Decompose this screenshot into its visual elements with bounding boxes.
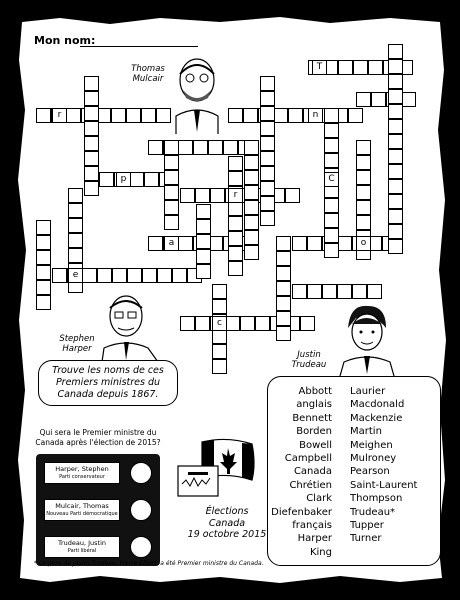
crossword-cell[interactable] [244, 185, 259, 200]
crossword-cell[interactable] [338, 60, 353, 75]
crossword-cell[interactable] [276, 236, 291, 251]
word-list-item: Pearson [350, 466, 390, 478]
crossword-cell-letter[interactable]: o [356, 236, 371, 251]
word-list-item: anglais [296, 399, 332, 411]
crossword-cell[interactable] [228, 201, 243, 216]
crossword-cell[interactable] [36, 250, 51, 265]
harper-first-name: Stephen [59, 334, 95, 344]
crossword-cell[interactable] [178, 236, 193, 251]
crossword-cell[interactable] [244, 200, 259, 215]
crossword-cell[interactable] [127, 268, 142, 283]
candidate-party: Nouveau Parti démocratique [46, 511, 118, 517]
crossword-cell[interactable] [260, 91, 275, 106]
word-list-item: Mackenzie [350, 412, 403, 424]
crossword-cell[interactable] [324, 123, 339, 138]
crossword-cell[interactable] [324, 153, 339, 168]
ballot-candidate-mulcair [44, 499, 120, 521]
crossword-cell[interactable] [322, 284, 337, 299]
crossword-cell[interactable] [36, 108, 51, 123]
crossword-cell[interactable] [300, 316, 315, 331]
crossword-cell-letter[interactable]: r [52, 108, 67, 123]
candidate-name: Mulcair, Thomas [55, 502, 109, 510]
crossword-cell[interactable] [353, 60, 368, 75]
crossword-cell[interactable] [260, 121, 275, 136]
crossword-cell-letter[interactable]: T [312, 60, 327, 75]
word-list-item: Chrétien [289, 479, 332, 491]
crossword-cell-letter[interactable]: p [116, 172, 131, 187]
elections-line-2: Canada [208, 517, 246, 529]
crossword-cell[interactable] [228, 108, 243, 123]
crossword-cell[interactable] [292, 284, 307, 299]
crossword-cell[interactable] [348, 108, 363, 123]
crossword-cell[interactable] [212, 284, 227, 299]
instruction-line-1: Trouve les noms de ces [52, 365, 164, 376]
word-list-item: Macdonald [350, 399, 405, 411]
crossword-cell[interactable] [276, 251, 291, 266]
word-list-box [267, 376, 441, 566]
crossword-cell[interactable] [196, 249, 211, 264]
crossword-cell[interactable] [276, 296, 291, 311]
ballot-vote-circle-mulcair[interactable] [130, 499, 152, 521]
crossword-cell[interactable] [324, 198, 339, 213]
crossword-cell[interactable] [368, 60, 383, 75]
candidate-name: Trudeau, Justin [57, 539, 107, 547]
crossword-cell[interactable] [84, 136, 99, 151]
word-list-item: Canada [293, 466, 332, 478]
crossword-cell[interactable] [240, 316, 255, 331]
crossword-cell[interactable] [244, 245, 259, 260]
crossword-cell[interactable] [356, 185, 371, 200]
crossword-cell-letter[interactable]: n [308, 108, 323, 123]
crossword-cell[interactable] [324, 228, 339, 243]
word-list-item: Harper [297, 533, 332, 545]
crossword-cell[interactable] [212, 359, 227, 374]
crossword-cell[interactable] [324, 213, 339, 228]
crossword-cell[interactable] [210, 188, 225, 203]
crossword-cell[interactable] [273, 108, 288, 123]
word-list-item: Clark [306, 493, 332, 505]
crossword-cell[interactable] [196, 234, 211, 249]
crossword-cell[interactable] [157, 268, 172, 283]
crossword-cell[interactable] [36, 220, 51, 235]
crossword-cell[interactable] [244, 215, 259, 230]
crossword-cell[interactable] [142, 268, 157, 283]
crossword-cell[interactable] [388, 104, 403, 119]
crossword-cell[interactable] [260, 76, 275, 91]
crossword-cell[interactable] [84, 76, 99, 91]
harper-last-name: Harper [62, 344, 92, 354]
crossword-cell[interactable] [356, 140, 371, 155]
crossword-cell[interactable] [164, 170, 179, 185]
crossword-cell[interactable] [82, 268, 97, 283]
trudeau-last-name: Trudeau [291, 360, 327, 370]
word-list-item: Mulroney [350, 452, 397, 464]
crossword-cell[interactable] [36, 280, 51, 295]
crossword-cell[interactable] [196, 264, 211, 279]
crossword-cell[interactable] [388, 239, 403, 254]
word-list-item: Abbott [298, 386, 332, 397]
crossword-cell[interactable] [352, 284, 367, 299]
crossword-cell[interactable] [111, 108, 126, 123]
crossword-cell[interactable] [255, 316, 270, 331]
crossword-cell[interactable] [288, 108, 303, 123]
crossword-cell[interactable] [388, 44, 403, 59]
crossword-cell[interactable] [260, 136, 275, 151]
crossword-cell[interactable] [129, 172, 144, 187]
crossword-cell[interactable] [196, 219, 211, 234]
crossword-cell[interactable] [212, 344, 227, 359]
word-list-item: Saint-Laurent [350, 479, 418, 491]
ballot-candidate-harper [44, 462, 120, 484]
word-list-item: King [309, 546, 332, 558]
crossword-cell[interactable] [68, 248, 83, 263]
word-list-item: français [292, 519, 332, 531]
word-list-item: Trudeau* [350, 506, 396, 518]
crossword-cell[interactable] [223, 140, 238, 155]
mulcair-first-name: Thomas [131, 64, 165, 74]
crossword-cell[interactable] [371, 92, 386, 107]
crossword-cell[interactable] [126, 108, 141, 123]
crossword-cell[interactable] [164, 200, 179, 215]
crossword-cell[interactable] [172, 268, 187, 283]
crossword-cell[interactable] [356, 92, 371, 107]
candidate-name: Harper, Stephen [55, 465, 109, 473]
crossword-cell[interactable] [164, 155, 179, 170]
crossword-cell[interactable] [99, 172, 114, 187]
crossword-cell-letter[interactable]: c [212, 316, 227, 331]
crossword-cell-letter[interactable]: C [324, 172, 339, 187]
word-list-item: Martin [350, 426, 382, 438]
elections-caption [182, 506, 272, 541]
crossword-cell[interactable] [36, 265, 51, 280]
crossword-cell[interactable] [68, 233, 83, 248]
word-list-item: Borden [296, 426, 332, 438]
crossword-cell[interactable] [84, 151, 99, 166]
crossword-cell[interactable] [141, 108, 156, 123]
crossword-cell[interactable] [228, 171, 243, 186]
crossword-cell[interactable] [52, 268, 67, 283]
crossword-cell[interactable] [388, 119, 403, 134]
instruction-bubble [38, 360, 178, 406]
crossword-cell[interactable] [388, 134, 403, 149]
crossword-cell[interactable] [276, 266, 291, 281]
candidate-party: Parti conservateur [59, 474, 105, 480]
instruction-line-3: Canada depuis 1867. [57, 389, 159, 400]
crossword-cell[interactable] [324, 243, 339, 258]
word-list-item: Thompson [350, 493, 403, 505]
elections-line-3: 19 octobre 2015 [187, 529, 267, 540]
crossword-cell[interactable] [285, 188, 300, 203]
crossword-cell[interactable] [180, 188, 195, 203]
candidate-party: Parti libéral [67, 548, 97, 554]
crossword-cell[interactable] [307, 236, 322, 251]
crossword-cell[interactable] [112, 268, 127, 283]
crossword-cell[interactable] [164, 215, 179, 230]
crossword-cell[interactable] [244, 140, 259, 155]
crossword-cell[interactable] [193, 140, 208, 155]
crossword-cell[interactable] [356, 170, 371, 185]
ballot-question: Qui sera le Premier ministre du Canada après l'élection de 2015? [35, 428, 161, 447]
crossword-cell[interactable] [388, 164, 403, 179]
crossword-cell[interactable] [195, 316, 210, 331]
crossword-cell[interactable] [228, 216, 243, 231]
crossword-cell[interactable] [244, 155, 259, 170]
crossword-cell[interactable] [164, 185, 179, 200]
crossword-cell[interactable] [228, 246, 243, 261]
crossword-cell[interactable] [66, 108, 81, 123]
crossword-cell[interactable] [276, 326, 291, 341]
elections-line-1: Élections [205, 506, 249, 517]
crossword-cell[interactable] [212, 329, 227, 344]
crossword-cell[interactable] [260, 211, 275, 226]
crossword-cell[interactable] [324, 108, 339, 123]
crossword-cell[interactable] [276, 281, 291, 296]
crossword-cell[interactable] [84, 121, 99, 136]
crossword-cell[interactable] [388, 209, 403, 224]
crossword-cell-letter[interactable]: a [164, 236, 179, 251]
crossword-cell[interactable] [388, 74, 403, 89]
crossword-cell[interactable] [388, 59, 403, 74]
footnote: * Le père de Justin Trudeau, Pierre-Elliott, a été Premier ministre du Canada. [34, 560, 264, 567]
crossword-cell[interactable] [356, 215, 371, 230]
crossword-cell[interactable] [356, 200, 371, 215]
crossword-cell[interactable] [356, 155, 371, 170]
crossword-cell[interactable] [84, 181, 99, 196]
crossword-cell[interactable] [337, 236, 352, 251]
crossword-cell[interactable] [244, 170, 259, 185]
name-label: Mon nom: [34, 34, 96, 47]
crossword-cell-letter[interactable]: r [228, 188, 243, 203]
crossword-cell[interactable] [178, 140, 193, 155]
crossword-cell[interactable] [196, 204, 211, 219]
crossword-cell[interactable] [156, 108, 171, 123]
word-list-item: Bowell [299, 439, 332, 451]
word-list-right-column [350, 385, 417, 546]
ballot-vote-circle-trudeau[interactable] [130, 536, 152, 558]
crossword-cell[interactable] [292, 236, 307, 251]
crossword-cell[interactable] [388, 194, 403, 209]
crossword-cell[interactable] [367, 284, 382, 299]
crossword-cell[interactable] [307, 284, 322, 299]
instruction-line-2: Premiers ministres du [55, 377, 161, 388]
crossword-cell[interactable] [180, 316, 195, 331]
crossword-cell[interactable] [244, 230, 259, 245]
ballot-candidate-trudeau [44, 536, 120, 558]
crossword-cell-letter[interactable]: e [68, 268, 83, 283]
word-list-item: Tupper [350, 519, 384, 531]
crossword-cell[interactable] [84, 106, 99, 121]
crossword-cell[interactable] [68, 188, 83, 203]
crossword-cell[interactable] [260, 106, 275, 121]
trudeau-first-name: Justin [297, 350, 321, 360]
crossword-cell[interactable] [164, 140, 179, 155]
crossword-cell[interactable] [208, 140, 223, 155]
crossword-cell[interactable] [260, 166, 275, 181]
crossword-cell[interactable] [260, 196, 275, 211]
crossword-cell[interactable] [148, 140, 163, 155]
crossword-cell[interactable] [84, 91, 99, 106]
crossword-cell[interactable] [68, 218, 83, 233]
word-list-item: Diefenbaker [271, 506, 332, 518]
crossword-cell[interactable] [388, 224, 403, 239]
crossword-cell[interactable] [84, 166, 99, 181]
crossword-cell[interactable] [337, 284, 352, 299]
crossword-cell[interactable] [243, 108, 258, 123]
crossword-cell[interactable] [388, 179, 403, 194]
ballot-vote-circle-harper[interactable] [130, 462, 152, 484]
crossword-cell[interactable] [36, 235, 51, 250]
crossword-cell[interactable] [225, 316, 240, 331]
word-list-item: Laurier [350, 386, 386, 397]
crossword-cell[interactable] [97, 268, 112, 283]
crossword-cell[interactable] [228, 261, 243, 276]
crossword-cell[interactable] [144, 172, 159, 187]
word-list-item: Turner [350, 533, 382, 545]
crossword-cell[interactable] [276, 311, 291, 326]
word-list-left-column [271, 385, 332, 559]
mulcair-last-name: Mulcair [132, 74, 164, 84]
crossword-cell[interactable] [324, 138, 339, 153]
ballot [36, 454, 160, 566]
crossword-cell[interactable] [212, 299, 227, 314]
crossword-cell[interactable] [68, 203, 83, 218]
crossword-cell[interactable] [195, 188, 210, 203]
crossword-cell[interactable] [401, 92, 416, 107]
word-list-item: Meighen [350, 439, 393, 451]
canada-flag-ballot-box-icon [172, 436, 264, 502]
crossword-cell[interactable] [388, 89, 403, 104]
crossword-cell[interactable] [228, 156, 243, 171]
crossword-cell[interactable] [260, 151, 275, 166]
crossword-cell[interactable] [388, 149, 403, 164]
crossword-cell[interactable] [260, 181, 275, 196]
crossword-cell[interactable] [228, 231, 243, 246]
word-list-item: Bennett [292, 412, 332, 424]
crossword-cell[interactable] [148, 236, 163, 251]
crossword-cell[interactable] [36, 295, 51, 310]
word-list-item: Campbell [284, 452, 332, 464]
